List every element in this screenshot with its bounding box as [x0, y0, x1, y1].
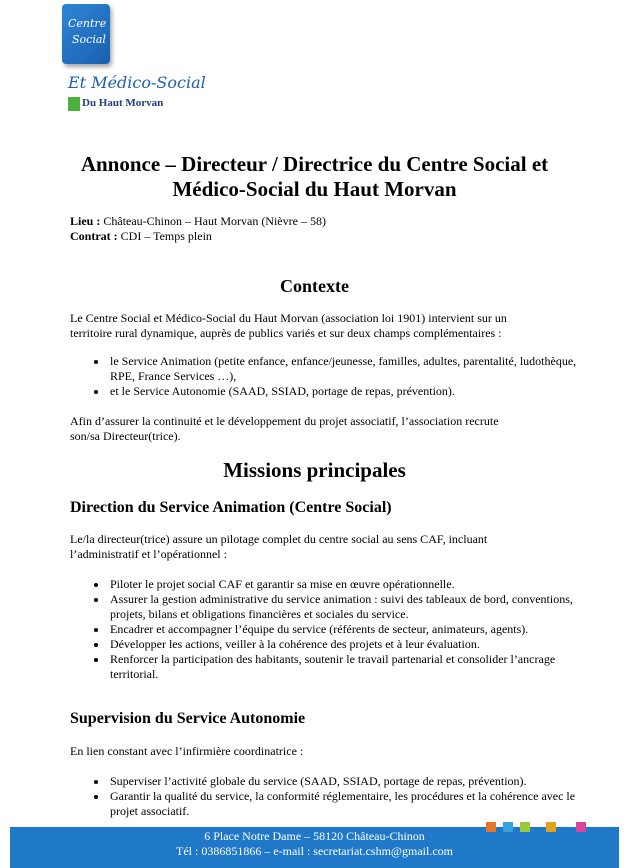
- page-title-line1: Annonce – Directeur / Directrice du Centre Social et: [80, 152, 549, 176]
- list-item: • Renforcer la participation des habitants, soutenir le travail partenarial et consolider l’ancrage territorial.: [108, 652, 588, 682]
- list-item: • Superviser l’activité globale du service (SAAD, SSIAD, portage de repas, prévention).: [108, 774, 588, 789]
- animation-list: [70, 577, 588, 682]
- autonomie-intro: En lien constant avec l’infirmière coordinatrice :: [70, 744, 304, 758]
- autonomie-heading: Supervision du Service Autonomie: [70, 710, 306, 727]
- animation-intro: [70, 532, 550, 562]
- list-item: • Assurer la gestion administrative du service animation : suivi des tableaux de bord, conventions, projets, bilans et obligations financières et sociales du service.: [108, 592, 588, 622]
- animation-heading: Direction du Service Animation (Centre Social): [70, 499, 392, 516]
- page-title-line2: Médico-Social du Haut Morvan: [172, 177, 457, 201]
- contexte-heading: Contexte: [280, 276, 349, 296]
- decorative-square-icon: [486, 822, 496, 832]
- contexte-list: [70, 354, 588, 399]
- list-item: • Développer les actions, veiller à la cohérence des projets et à leur évaluation.: [108, 637, 588, 652]
- list-item: • Encadrer et accompagner l’équipe du service (référents de secteur, animateurs, agents).: [108, 622, 588, 637]
- logo-subtitle: Et Médico-Social: [68, 73, 206, 92]
- logo-subtitle-2: Du Haut Morvan: [82, 97, 164, 109]
- contexte-intro-line2: territoire rural dynamique, auprès de publics variés et sur deux champs complémentaires :: [70, 326, 502, 340]
- contrat-row: [70, 229, 326, 244]
- footer: [10, 827, 619, 868]
- contexte-intro: [70, 311, 550, 341]
- animation-intro-line2: l’administratif et l’opérationnel :: [70, 547, 227, 561]
- decorative-square-icon: [520, 822, 530, 832]
- page-title: [40, 152, 589, 202]
- green-square-icon: [68, 97, 80, 111]
- contrat-label: Contrat :: [70, 229, 118, 243]
- list-item: • Piloter le projet social CAF et garantir sa mise en œuvre opérationnelle.: [108, 577, 588, 592]
- job-meta: [70, 214, 326, 244]
- lieu-value: Château-Chinon – Haut Morvan (Nièvre – 58): [100, 214, 326, 228]
- footer-contact: Tél : 0386851866 – e-mail : secretariat.cshm@gmail.com: [176, 844, 453, 858]
- lieu-row: [70, 214, 326, 229]
- decorative-square-icon: [546, 822, 556, 832]
- contexte-closing: [70, 414, 550, 444]
- list-item: • Garantir la qualité du service, la conformité réglementaire, les procédures et la cohérence avec le projet associatif.: [108, 789, 588, 819]
- list-item: • le Service Animation (petite enfance, enfance/jeunesse, familles, adultes, parentalité, ludothèque, RPE, France Services …),: [108, 354, 588, 384]
- missions-heading: Missions principales: [223, 458, 406, 482]
- decorative-square-icon: [503, 822, 513, 832]
- decorative-square-icon: [576, 822, 586, 832]
- logo-text-line1: Centre: [68, 17, 107, 30]
- autonomie-list: [70, 774, 588, 819]
- list-item: • et le Service Autonomie (SAAD, SSIAD, portage de repas, prévention).: [108, 384, 588, 399]
- footer-address: 6 Place Notre Dame – 58120 Château-Chinon: [204, 829, 425, 843]
- lieu-label: Lieu :: [70, 214, 101, 228]
- logo-text-line2: Social: [72, 33, 106, 46]
- contexte-closing-line2: son/sa Directeur(trice).: [70, 429, 181, 443]
- contexte-closing-line1: Afin d’assurer la continuité et le développement du projet associatif, l’association recrute: [70, 414, 499, 428]
- contexte-intro-line1: Le Centre Social et Médico-Social du Haut Morvan (association loi 1901) intervient sur un: [70, 311, 507, 325]
- animation-intro-line1: Le/la directeur(trice) assure un pilotage complet du centre social au sens CAF, incluant: [70, 532, 488, 546]
- contrat-value: CDI – Temps plein: [117, 229, 212, 243]
- centre-social-logo: [62, 4, 110, 64]
